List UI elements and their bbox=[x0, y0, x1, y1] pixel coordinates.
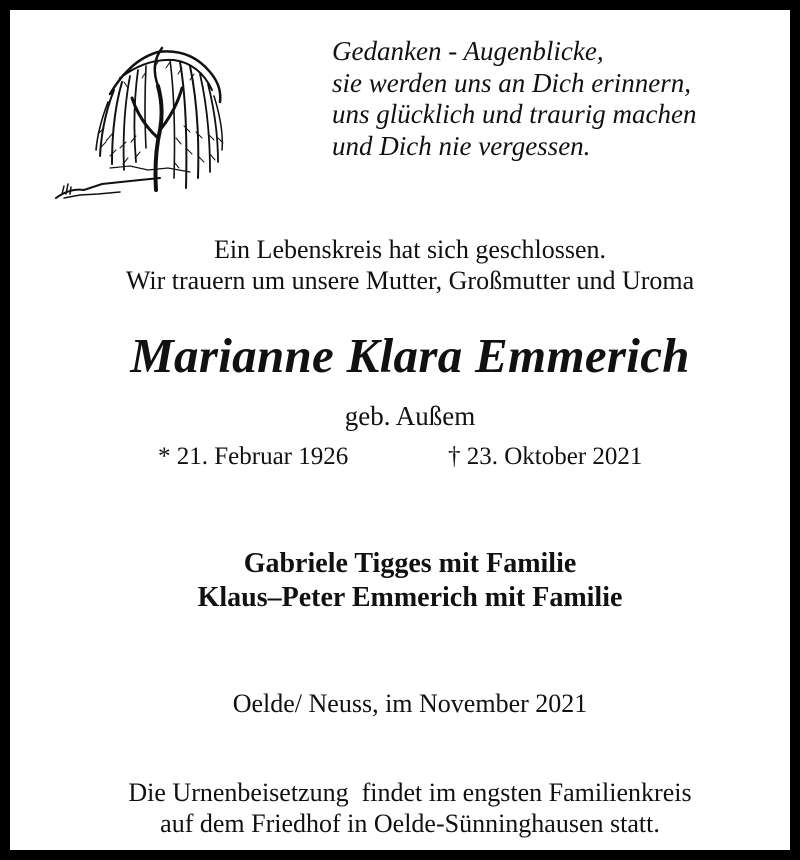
intro-line-2: Wir trauern um unsere Mutter, Großmutter und Uroma bbox=[125, 266, 695, 295]
burial-line-2: auf dem Friedhof in Oelde-Sünninghausen statt. bbox=[160, 809, 660, 838]
death-date: † 23. Oktober 2021 bbox=[448, 443, 643, 470]
intro-text bbox=[10, 234, 800, 296]
poem-line: uns glücklich und traurig machen bbox=[332, 99, 697, 129]
weeping-willow-icon bbox=[50, 38, 240, 213]
burial-line-1: Die Urnenbeisetzung findet im engsten Familienkreis bbox=[128, 778, 692, 807]
birth-date: * 21. Februar 1926 bbox=[158, 443, 349, 470]
family-line-2: Klaus–Peter Emmerich mit Familie bbox=[197, 582, 623, 613]
place-date: Oelde/ Neuss, im November 2021 bbox=[232, 689, 588, 718]
poem-line: und Dich nie vergessen. bbox=[332, 130, 591, 161]
family-signatures bbox=[10, 547, 800, 615]
poem bbox=[332, 36, 772, 162]
burial-notice bbox=[10, 777, 800, 839]
poem-line: Gedanken - Augenblicke, bbox=[332, 36, 604, 66]
maiden-name: geb. Außem bbox=[344, 401, 476, 431]
family-line-1: Gabriele Tigges mit Familie bbox=[243, 548, 577, 579]
deceased-name: Marianne Klara Emmerich bbox=[130, 328, 690, 383]
poem-line: sie werden uns an Dich erinnern, bbox=[332, 67, 691, 98]
intro-line-1: Ein Lebenskreis hat sich geschlossen. bbox=[213, 235, 607, 264]
